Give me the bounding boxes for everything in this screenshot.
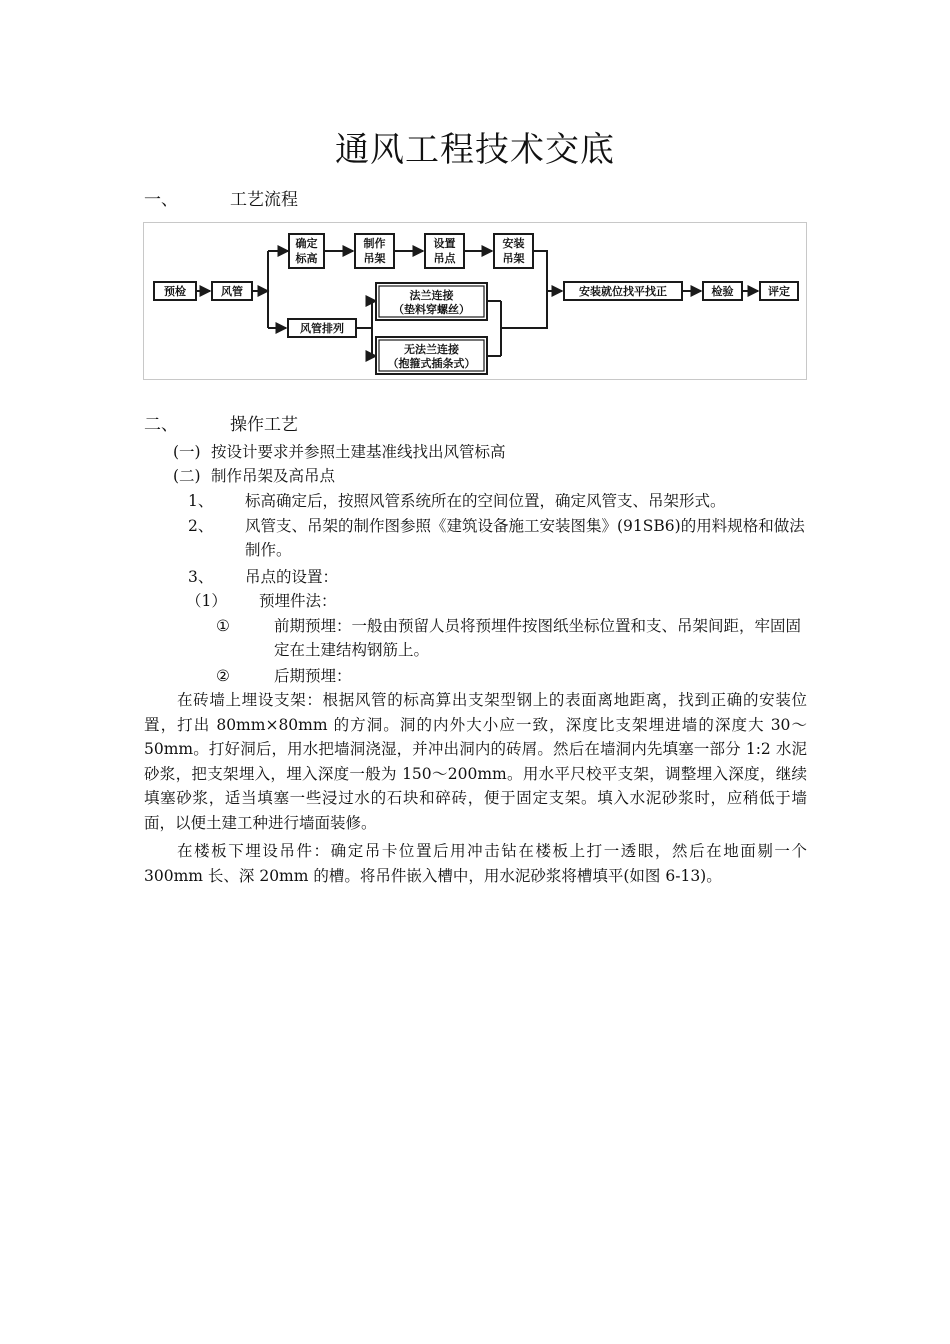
box-wufalan-line2: （抱箍式插条式）	[387, 357, 476, 370]
box-pingding	[760, 282, 798, 300]
connector-bottom-merge	[501, 291, 547, 328]
process-flowchart	[143, 222, 807, 380]
box-queding-line1: 确定	[295, 237, 318, 250]
item-2-text: 制作吊架及高吊点	[211, 467, 336, 485]
step-2-number: 2、	[188, 517, 214, 535]
box-zhaozheng	[564, 282, 682, 300]
circle-1-number: ①	[216, 617, 230, 635]
step-3-text: 吊点的设置：	[245, 568, 339, 586]
box-jianyan	[703, 282, 742, 300]
box-zhaozheng-label: 安装就位找平找正	[579, 285, 667, 298]
box-yujian	[154, 282, 196, 300]
section-1-number: 一、	[144, 190, 178, 210]
circle-1-text: 前期预埋：一般由预留人员将预埋件按图纸坐标位置和支、吊架间距，牢固固定在土建结构钢筋上。	[274, 617, 802, 659]
step-3-number: 3、	[188, 568, 214, 586]
box-queding-line2: 标高	[295, 252, 318, 265]
circle-2-number: ②	[216, 667, 230, 685]
item-1-text: 按设计要求并参照土建基准线找出风管标高	[211, 443, 506, 461]
item-1-number: (一)	[173, 443, 201, 461]
box-falan-line1: 法兰连接	[409, 289, 454, 302]
box-falan-line2: （垫料穿螺丝）	[393, 303, 470, 316]
box-zhizuo-line2: 吊架	[363, 252, 386, 265]
box-falan	[376, 283, 487, 320]
step-1-text: 标高确定后，按照风管系统所在的空间位置，确定风管支、吊架形式。	[245, 492, 726, 510]
step-2-text: 风管支、吊架的制作图参照《建筑设备施工安装图集》(91SB6)的用料规格和做法制作。	[245, 517, 805, 559]
box-jianyan-label: 检验	[711, 285, 734, 298]
section-1-title: 工艺流程	[230, 190, 298, 210]
box-fengguan-label: 风管	[221, 285, 243, 298]
circle-2-text: 后期预埋：	[274, 667, 352, 685]
box-queding	[289, 234, 324, 268]
box-shezhi	[425, 234, 464, 268]
step-1-number: 1、	[188, 492, 214, 510]
subpoint-1-number: （1）	[186, 592, 227, 610]
item-2-number: (二)	[173, 467, 201, 485]
box-pingding-label: 评定	[768, 285, 790, 298]
box-zhizuo	[355, 234, 394, 268]
box-shezhi-line1: 设置	[433, 237, 456, 250]
section-1-heading	[144, 188, 444, 212]
section-2-heading	[144, 413, 444, 437]
box-zhizuo-line1: 制作	[363, 237, 386, 250]
box-pailie-label: 风管排列	[300, 322, 344, 335]
box-yujian-label: 预检	[164, 285, 186, 298]
paragraph-floor-slab: 在楼板下埋设吊件：确定吊卡位置后用冲击钻在楼板上打一透眼，然后在地面剔一个 300mm 长、深 20mm 的槽。将吊件嵌入槽中，用水泥砂浆将槽填平(如图 6-13)。	[144, 842, 807, 885]
section-2-number: 二、	[144, 415, 178, 435]
box-pailie	[288, 319, 356, 337]
connector-anzhuang-merge	[533, 251, 547, 291]
page-title: 通风工程技术交底	[335, 130, 615, 170]
flowchart-svg	[144, 223, 808, 381]
box-shezhi-line2: 吊点	[433, 252, 456, 265]
section-2-title: 操作工艺	[230, 415, 298, 435]
box-fengguan	[212, 282, 252, 300]
box-anzhuang	[494, 234, 533, 268]
subpoint-1-text: 预埋件法：	[259, 592, 337, 610]
paragraph-brick-wall: 在砖墙上埋设支架：根据风管的标高算出支架型钢上的表面离地距离，找到正确的安装位置，打出 80mm×80mm 的方洞。洞的内外大小应一致，深度比支架埋进墙的深度大 30～50mm。打好洞后，用水把墙洞浇湿，并冲出洞内的砖屑。然后在墙洞内先填塞一部分 1:2 水泥砂浆，把支架埋入，埋入深度一般为 150～200mm。用水平尺校平支架，调整埋入深度，继续填塞砂浆，适当填塞一些浸过水的石块和碎砖，便于固定支架。填入水泥砂浆时，应稍低于墙面，以便土建工种进行墙面装修。	[144, 691, 807, 832]
box-anzhuang-line2: 吊架	[502, 252, 525, 265]
box-wufalan	[376, 337, 487, 374]
box-anzhuang-line1: 安装	[502, 237, 525, 250]
box-wufalan-line1: 无法兰连接	[404, 343, 459, 356]
